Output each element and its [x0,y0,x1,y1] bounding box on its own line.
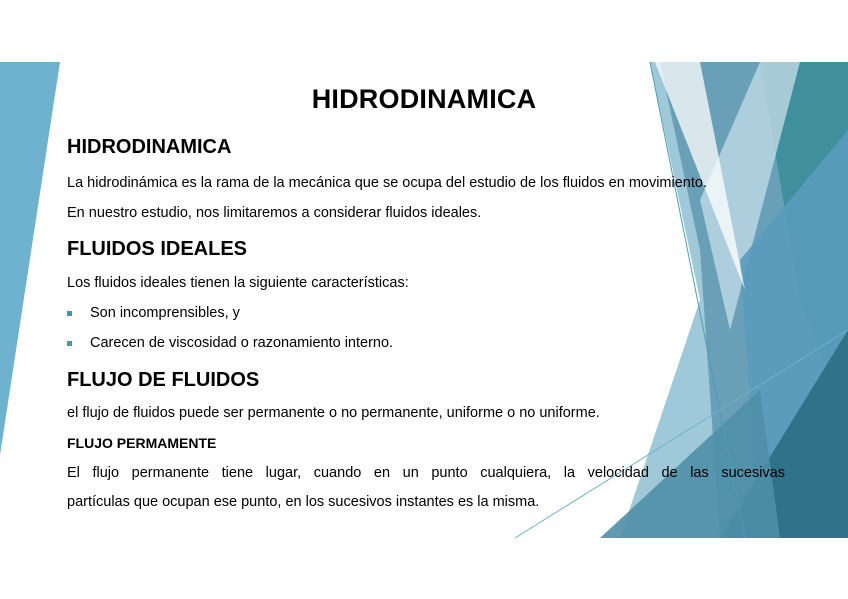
paragraph-scope: En nuestro estudio, nos limitaremos a considerar fluidos ideales. [67,205,482,221]
list-item-text: Carecen de viscosidad o razonamiento interno. [90,335,394,351]
subheading-flujo-permamente: FLUJO PERMAMENTE [67,435,217,451]
bullet-icon [67,311,72,316]
paragraph-permanente-line-2: partículas que ocupan ese punto, en los sucesivos instantes es la misma. [67,494,540,510]
list-item [67,305,240,321]
paragraph-ideales-intro: Los fluidos ideales tienen la siguiente características: [67,275,409,291]
bullet-icon [67,341,72,346]
left-accent-shape [0,62,60,455]
list-item [67,335,393,351]
paragraph-permanente-line-1: El flujo permanente tiene lugar, cuando en un punto cualquiera, la velocidad de las sucesivas [67,465,785,481]
paragraph-definition: La hidrodinámica es la rama de la mecánica que se ocupa del estudio de los fluidos en movimiento. [67,175,707,191]
slide-title: HIDRODINAMICA [311,84,537,114]
section-heading-hidrodinamica: HIDRODINAMICA [67,136,232,158]
list-item-text: Son incomprensibles, y [90,305,240,321]
paragraph-flujo-types: el flujo de fluidos puede ser permanente o no permanente, uniforme o no uniforme. [67,405,600,421]
section-heading-flujo-de-fluidos: FLUJO DE FLUIDOS [67,369,260,391]
section-heading-fluidos-ideales: FLUIDOS IDEALES [67,238,248,260]
